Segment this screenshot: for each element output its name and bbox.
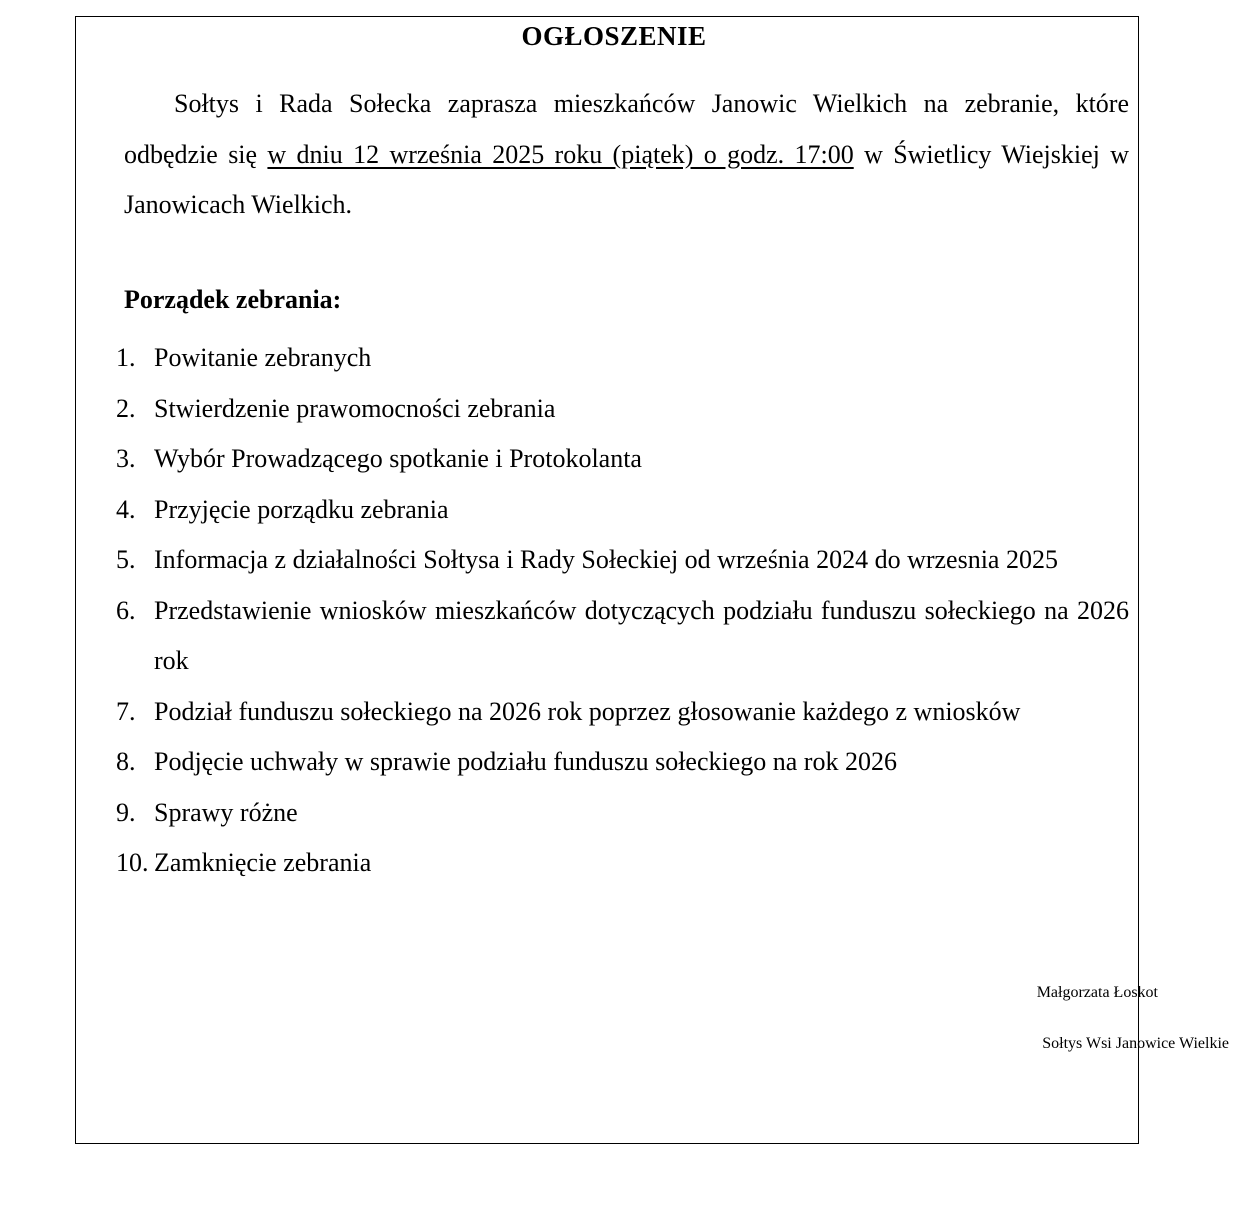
intro-text-start: Sołtys i Rada Sołecka zaprasza mieszkańców Janowic Wielkich na zebranie, które odbędzie się [124,89,1129,169]
agenda-item-text: Wybór Prowadzącego spotkanie i Protokolanta [154,444,642,473]
agenda-item-number: 9. [116,797,136,827]
agenda-item-number: 6. [116,595,136,625]
signatory-name: Małgorzata Łoskot [1036,984,1158,1001]
agenda-item [116,586,1129,687]
intro-text-end: w Świetlicy Wiejskiej w Janowicach Wielkich. [124,139,1129,219]
agenda-item-text: Zamknięcie zebrania [154,848,372,877]
agenda-list [116,333,1129,889]
agenda-item [116,434,1129,485]
agenda-item-text: Stwierdzenie prawomocności zebrania [154,393,556,423]
agenda-item [116,737,1129,788]
agenda-item [116,485,1129,536]
agenda-item-text: Przedstawienie wniosków mieszkańców dotyczących podziału funduszu sołeckiego na 2026 rok [154,595,1129,675]
agenda-item-text: Podjęcie uchwały w sprawie podziału funduszu sołeckiego na rok 2026 [154,747,897,776]
agenda-item-number: 7. [116,696,136,726]
agenda-item-number: 4. [116,494,136,524]
agenda-item-text: Informacja z działalności Sołtysa i Rady Sołeckiej od września 2024 do wrzesnia 2025 [154,545,1058,574]
agenda-item-text: Przyjęcie porządku zebrania [154,494,449,524]
signatory-role: Sołtys Wsi Janowice Wielkie [1042,1034,1229,1052]
agenda-item [116,333,1129,384]
signature-block [1037,968,1229,1069]
meeting-date-time: w dniu 12 września 2025 roku (piątek) o godz. 17:00 [267,139,854,169]
agenda-item [116,687,1129,738]
agenda-item [116,384,1129,435]
agenda-item-number: 2. [116,393,136,423]
agenda-item [116,535,1129,586]
agenda-item-text: Podział funduszu sołeckiego na 2026 rok poprzez głosowanie każdego z wniosków [154,696,1021,726]
agenda-heading: Porządek zebrania: [124,285,342,314]
agenda-item-number: 8. [116,747,136,776]
agenda-item [116,788,1129,839]
agenda-item [116,838,1129,889]
announcement-title: OGŁOSZENIE [521,21,707,51]
agenda-item-number: 5. [116,545,136,574]
intro-paragraph [124,79,1129,231]
agenda-item-text: Powitanie zebranych [154,343,372,372]
agenda-item-number: 3. [116,444,136,473]
agenda-item-text: Sprawy różne [154,797,298,827]
agenda-item-number: 10. [116,848,149,877]
agenda-item-number: 1. [116,343,136,372]
